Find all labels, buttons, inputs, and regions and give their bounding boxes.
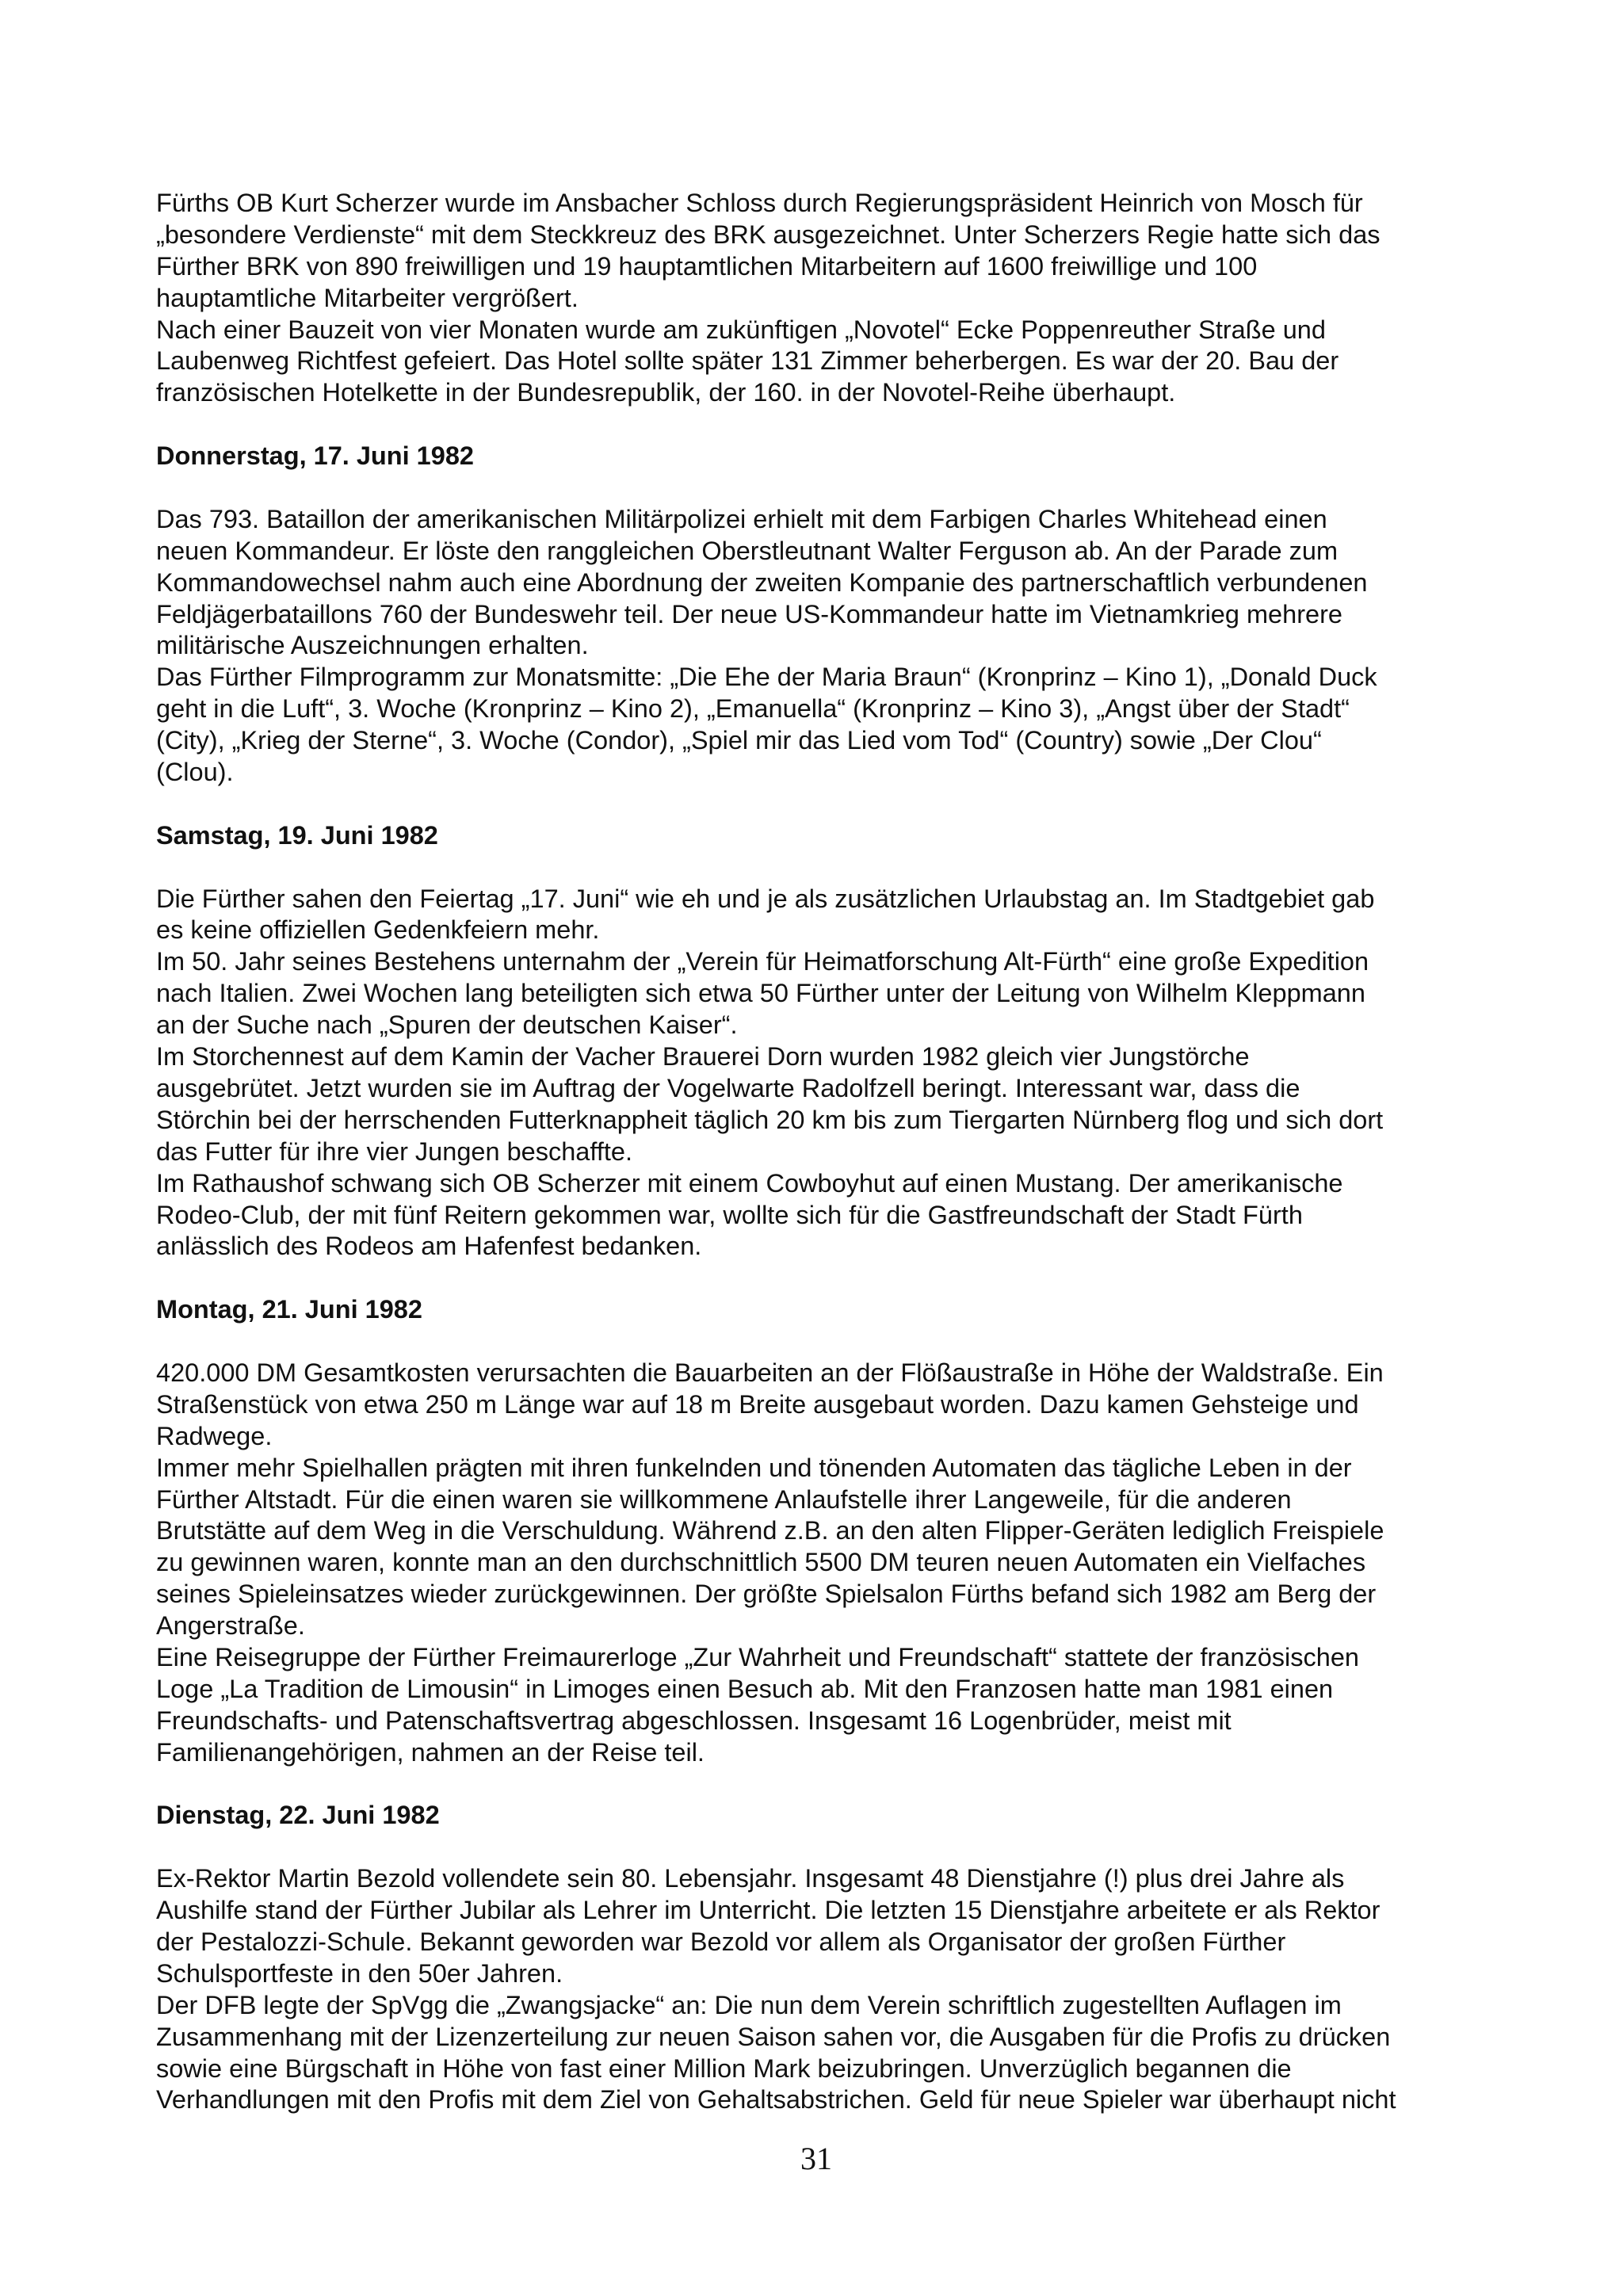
paragraph — [156, 1041, 1551, 1168]
text-line: Brutstätte auf dem Weg in die Verschuldung. Während z.B. an den alten Flipper-Geräten lediglich Freispiele — [156, 1516, 1384, 1545]
text-line: Ex-Rektor Martin Bezold vollendete sein 80. Lebensjahr. Insgesamt 48 Dienstjahre (!) plus drei Jahre als — [156, 1864, 1345, 1893]
paragraph — [156, 1990, 1551, 2117]
paragraph — [156, 188, 1551, 315]
text-line: Rodeo-Club, der mit fünf Reitern gekommen war, wollte sich für die Gastfreundschaft der Stadt Fürth — [156, 1200, 1303, 1229]
date-heading: Montag, 21. Juni 1982 — [156, 1295, 422, 1324]
text-line: militärische Auszeichnungen erhalten. — [156, 631, 589, 660]
spacer — [156, 789, 1551, 820]
text-line: französischen Hotelkette in der Bundesrepublik, der 160. in der Novotel-Reihe überhaupt. — [156, 378, 1176, 407]
spacer — [156, 472, 1551, 504]
page-number: 31 — [800, 2141, 832, 2176]
paragraph — [156, 662, 1551, 789]
text-line: „besondere Verdienste“ mit dem Steckkreuz des BRK ausgezeichnet. Unter Scherzers Regie hatte sich das — [156, 220, 1381, 249]
text-line: das Futter für ihre vier Jungen beschaffte. — [156, 1137, 632, 1166]
text-line: Im Storchennest auf dem Kamin der Vacher Brauerei Dorn wurden 1982 gleich vier Jungstörche — [156, 1042, 1250, 1072]
paragraph — [156, 504, 1551, 662]
text-line: (Clou). — [156, 758, 234, 787]
paragraph — [156, 946, 1551, 1041]
paragraph — [156, 1358, 1551, 1453]
text-line: Kommandowechsel nahm auch eine Abordnung der zweiten Kompanie des partnerschaftlich verbundenen — [156, 567, 1368, 597]
text-line: der Pestalozzi-Schule. Bekannt geworden war Bezold vor allem als Organisator der großen Fürther — [156, 1927, 1286, 1956]
text-line: Verhandlungen mit den Profis mit dem Ziel von Gehaltsabstrichen. Geld für neue Spieler war überhaupt nicht — [156, 2085, 1396, 2115]
text-line: Immer mehr Spielhallen prägten mit ihren funkelnden und tönenden Automaten das tägliche Leben in der — [156, 1453, 1352, 1482]
paragraph — [156, 1642, 1551, 1769]
text-line: (City), „Krieg der Sterne“, 3. Woche (Condor), „Spiel mir das Lied vom Tod“ (Country) sowie „Der Clou“ — [156, 726, 1322, 755]
text-line: es keine offiziellen Gedenkfeiern mehr. — [156, 915, 600, 945]
day-section — [156, 441, 1551, 820]
text-line: zu gewinnen waren, konnte man an den durchschnittlich 5500 DM teuren neuen Automaten ein Vielfaches — [156, 1548, 1366, 1577]
day-section — [156, 820, 1551, 1294]
spacer — [156, 1769, 1551, 1801]
text-line: Eine Reisegruppe der Fürther Freimaurerloge „Zur Wahrheit und Freundschaft“ stattete der französischen — [156, 1642, 1359, 1671]
text-line: Im 50. Jahr seines Bestehens unternahm der „Verein für Heimatforschung Alt-Fürth“ eine große Expedition — [156, 947, 1369, 976]
text-line: Feldjägerbataillons 760 der Bundeswehr teil. Der neue US-Kommandeur hatte im Vietnamkrieg mehrere — [156, 599, 1342, 628]
day-section — [156, 1800, 1551, 2116]
text-line: Der DFB legte der SpVgg die „Zwangsjacke“ an: Die nun dem Verein schriftlich zugestellten Auflagen im — [156, 1990, 1342, 2019]
paragraph — [156, 315, 1551, 410]
text-line: Nach einer Bauzeit von vier Monaten wurde am zukünftigen „Novotel“ Ecke Poppenreuther Straße und — [156, 315, 1326, 344]
text-line: 420.000 DM Gesamtkosten verursachten die Bauarbeiten an der Flößaustraße in Höhe der Waldstraße. Ein — [156, 1358, 1384, 1387]
text-line: anlässlich des Rodeos am Hafenfest bedanken. — [156, 1232, 702, 1261]
paragraph — [156, 1453, 1551, 1642]
text-line: Angerstraße. — [156, 1611, 305, 1641]
text-line: Loge „La Tradition de Limousin“ in Limoges einen Besuch ab. Mit den Franzosen hatte man 1981 einen — [156, 1674, 1334, 1703]
text-line: Radwege. — [156, 1421, 273, 1450]
text-line: Familienangehörigen, nahmen an der Reise teil. — [156, 1737, 705, 1767]
text-line: neuen Kommandeur. Er löste den ranggleichen Oberstleutnant Walter Ferguson ab. An der Parade zum — [156, 536, 1338, 565]
document-body — [156, 188, 1551, 2116]
text-line: Fürths OB Kurt Scherzer wurde im Ansbacher Schloss durch Regierungspräsident Heinrich von Mosch für — [156, 189, 1363, 217]
date-heading: Dienstag, 22. Juni 1982 — [156, 1801, 440, 1830]
text-line: Freundschafts- und Patenschaftsvertrag abgeschlossen. Insgesamt 16 Logenbrüder, meist mit — [156, 1706, 1232, 1735]
spacer — [156, 852, 1551, 884]
day-section — [156, 1294, 1551, 1800]
text-line: Die Fürther sahen den Feiertag „17. Juni“ wie eh und je als zusätzlichen Urlaubstag an. Im Stadtgebiet gab — [156, 884, 1375, 913]
text-line: nach Italien. Zwei Wochen lang beteiligten sich etwa 50 Fürther unter der Leitung von Wilhelm Kleppmann — [156, 979, 1365, 1008]
paragraph — [156, 884, 1551, 947]
text-line: Straßenstück von etwa 250 m Länge war auf 18 m Breite ausgebaut worden. Dazu kamen Gehsteige und — [156, 1389, 1359, 1419]
day-section — [156, 188, 1551, 441]
text-line: Fürther BRK von 890 freiwilligen und 19 hauptamtlichen Mitarbeitern auf 1600 freiwillige und 100 — [156, 251, 1258, 281]
spacer — [156, 1326, 1551, 1358]
text-line: Im Rathaushof schwang sich OB Scherzer mit einem Cowboyhut auf einen Mustang. Der amerikanische — [156, 1168, 1343, 1198]
text-line: Das 793. Bataillon der amerikanischen Militärpolizei erhielt mit dem Farbigen Charles Whitehead einen — [156, 504, 1327, 533]
text-line: Das Fürther Filmprogramm zur Monatsmitte: „Die Ehe der Maria Braun“ (Kronprinz – Kino 1), „Donald Duck — [156, 663, 1377, 692]
text-line: sowie eine Bürgschaft in Höhe von fast einer Million Mark beizubringen. Unverzüglich begannen die — [156, 2053, 1292, 2083]
text-line: Schulsportfeste in den 50er Jahren. — [156, 1958, 563, 1988]
text-line: ausgebrütet. Jetzt wurden sie im Auftrag der Vogelwarte Radolfzell beringt. Interessant war, dass die — [156, 1073, 1300, 1102]
text-line: Zusammenhang mit der Lizenzerteilung zur neuen Saison sahen vor, die Ausgaben für die Profis zu drücken — [156, 2022, 1391, 2051]
text-line: Störchin bei der herrschenden Futterknappheit täglich 20 km bis zum Tiergarten Nürnberg flog und sich dort — [156, 1105, 1384, 1134]
text-line: Fürther Altstadt. Für die einen waren sie willkommene Anlaufstelle ihrer Langeweile, für die anderen — [156, 1484, 1292, 1514]
date-heading: Donnerstag, 17. Juni 1982 — [156, 441, 474, 471]
text-line: geht in die Luft“, 3. Woche (Kronprinz – Kino 2), „Emanuella“ (Kronprinz – Kino 3), „Angst über der Stadt“ — [156, 694, 1350, 724]
paragraph — [156, 1168, 1551, 1263]
paragraph — [156, 1863, 1551, 1990]
text-line: Aushilfe stand der Fürther Jubilar als Lehrer im Unterricht. Die letzten 15 Dienstjahre arbeitete er als Rektor — [156, 1896, 1381, 1925]
date-heading: Samstag, 19. Juni 1982 — [156, 820, 438, 850]
text-line: an der Suche nach „Spuren der deutschen Kaiser“. — [156, 1010, 738, 1040]
text-line: Laubenweg Richtfest gefeiert. Das Hotel sollte später 131 Zimmer beherbergen. Es war der 20. Bau der — [156, 346, 1339, 376]
spacer — [156, 1263, 1551, 1294]
text-line: hauptamtliche Mitarbeiter vergrößert. — [156, 283, 579, 312]
spacer — [156, 409, 1551, 441]
text-line: seines Spieleinsatzes wieder zurückgewinnen. Der größte Spielsalon Fürths befand sich 1982 am Berg der — [156, 1580, 1377, 1609]
spacer — [156, 1832, 1551, 1863]
